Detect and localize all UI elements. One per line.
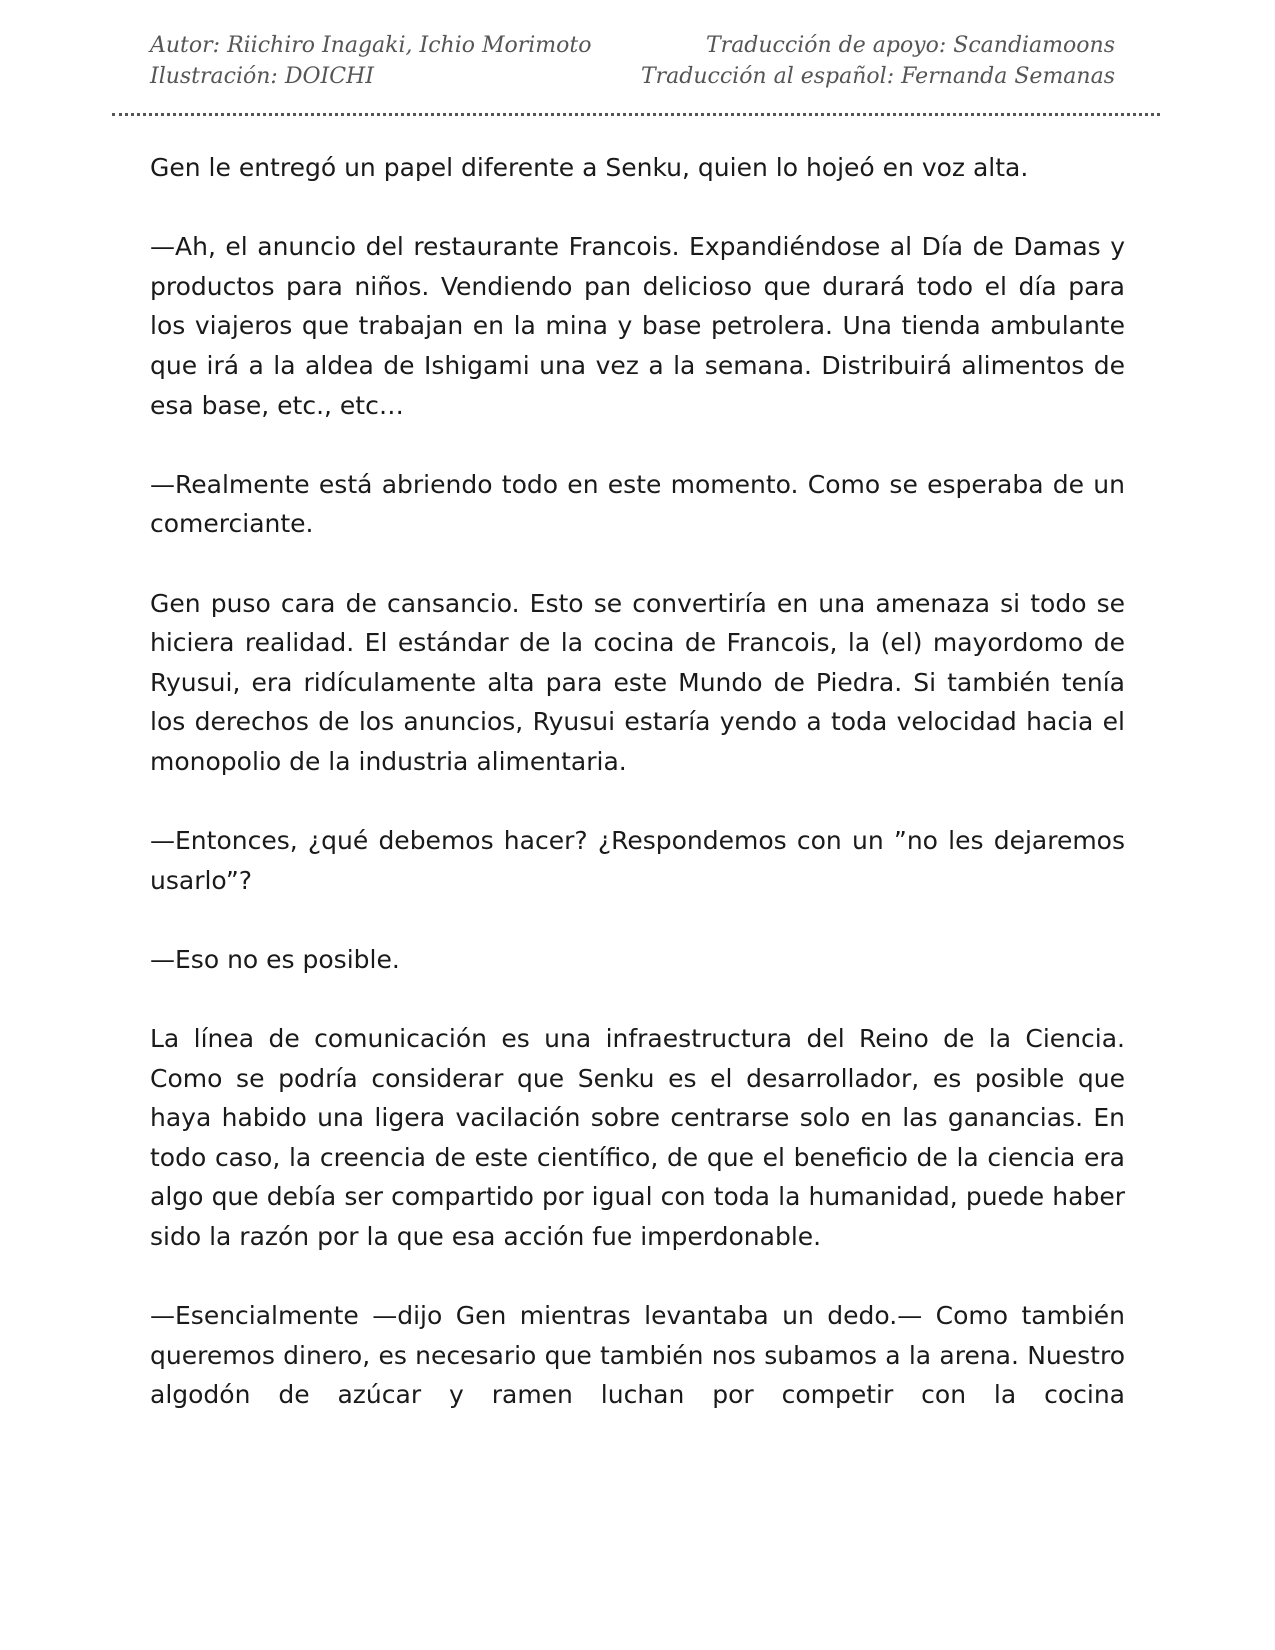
paragraph: Gen le entregó un papel diferente a Senku, quien lo hojeó en voz alta. — [150, 153, 1029, 182]
page-header — [150, 30, 1115, 92]
support-translation-credit: Traducción de apoyo: Scandiamoons — [706, 33, 1115, 58]
dotted-divider — [112, 113, 1160, 116]
paragraph: —Ah, el anuncio del restaurante Francois. Expandiéndose al Día de Damas y productos para niños. Vendiendo pan delicioso que durará todo el día para los viajeros que trabajan en la mina y base petrolera. Una tienda ambulante que irá a la aldea de Ishigami una vez a la semana. Distribuirá alimentos de esa base, etc., etc… — [150, 232, 1125, 420]
author-credit: Autor: Riichiro Inagaki, Ichio Morimoto — [150, 33, 592, 58]
header-row-1 — [150, 30, 1115, 61]
paragraph: —Entonces, ¿qué debemos hacer? ¿Respondemos con un ”no les dejaremos usarlo”? — [150, 826, 1125, 895]
spanish-translation-credit: Traducción al español: Fernanda Semanas — [640, 64, 1115, 89]
paragraph: Gen puso cara de cansancio. Esto se convertiría en una amenaza si todo se hiciera realidad. El estándar de la cocina de Francois, la (el) mayordomo de Ryusui, era ridículamente alta para este Mundo de Piedra. Si también tenía los derechos de los anuncios, Ryusui estaría yendo a toda velocidad hacia el monopolio de la industria alimentaria. — [150, 588, 1125, 776]
header-row-2 — [150, 61, 1115, 92]
paragraph: —Esencialmente —dijo Gen mientras levantaba un dedo.— Como también queremos dinero, es necesario que también nos subamos a la arena. Nuestro algodón de azúcar y ramen luchan por competir con la cocina — [150, 1301, 1125, 1410]
paragraph: La línea de comunicación es una infraestructura del Reino de la Ciencia. Como se podría considerar que Senku es el desarrollador, es posible que haya habido una ligera vacilación sobre centrarse solo en las ganancias. En todo caso, la creencia de este científico, de que el beneficio de la ciencia era algo que debía ser compartido por igual con toda la humanidad, puede haber sido la razón por la que esa acción fue imperdonable. — [150, 1024, 1125, 1252]
illustration-credit: Ilustración: DOICHI — [150, 64, 374, 89]
paragraph: —Realmente está abriendo todo en este momento. Como se esperaba de un comerciante. — [150, 469, 1125, 539]
paragraph: —Eso no es posible. — [150, 944, 400, 974]
body-text — [150, 148, 1125, 1455]
